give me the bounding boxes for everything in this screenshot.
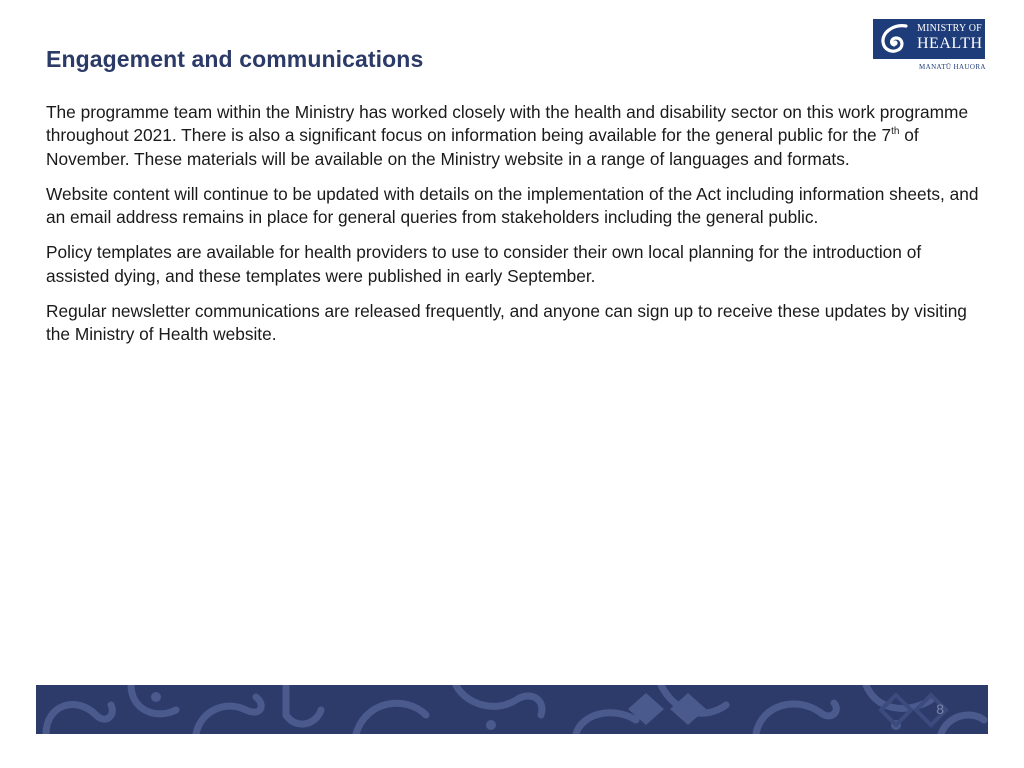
logo-text-line2: HEALTH (917, 35, 983, 52)
paragraph-1-text-b: of November. These materials will be available on the Ministry website in a range of languages and formats. (46, 125, 919, 169)
paragraph-website-content: Website content will continue to be updated with details on the implementation of the Act including information sheets, and an email address remains in place for general queries from stakeholders including the general public. (46, 183, 979, 228)
body-content (46, 101, 986, 359)
paragraph-1-text-a: The programme team within the Ministry has worked closely with the health and disability sector on this work programme throughout 2021. There is also a significant focus on information being available for the general public for the 7 (46, 102, 969, 146)
paragraph-policy-templates: Policy templates are available for health providers to use to consider their own local planning for the introduction of assisted dying, and these templates were published in early September. (46, 242, 922, 286)
paragraph-programme-team (46, 101, 986, 171)
page-number: 8 (936, 701, 944, 717)
slide-title: Engagement and communications (46, 46, 424, 72)
logo-box (873, 19, 985, 59)
ordinal-suffix: th (891, 126, 900, 138)
footer-pattern (36, 685, 988, 734)
logo-subtitle: MANATŪ HAUORA (919, 63, 986, 71)
ministry-of-health-logo (873, 19, 986, 73)
logo-text-line1: MINISTRY OF (917, 23, 982, 34)
footer-pattern-band (36, 685, 988, 734)
koru-icon (876, 22, 912, 56)
paragraph-newsletter: Regular newsletter communications are released frequently, and anyone can sign up to receive these updates by visiting the Ministry of Health website. (46, 301, 967, 345)
